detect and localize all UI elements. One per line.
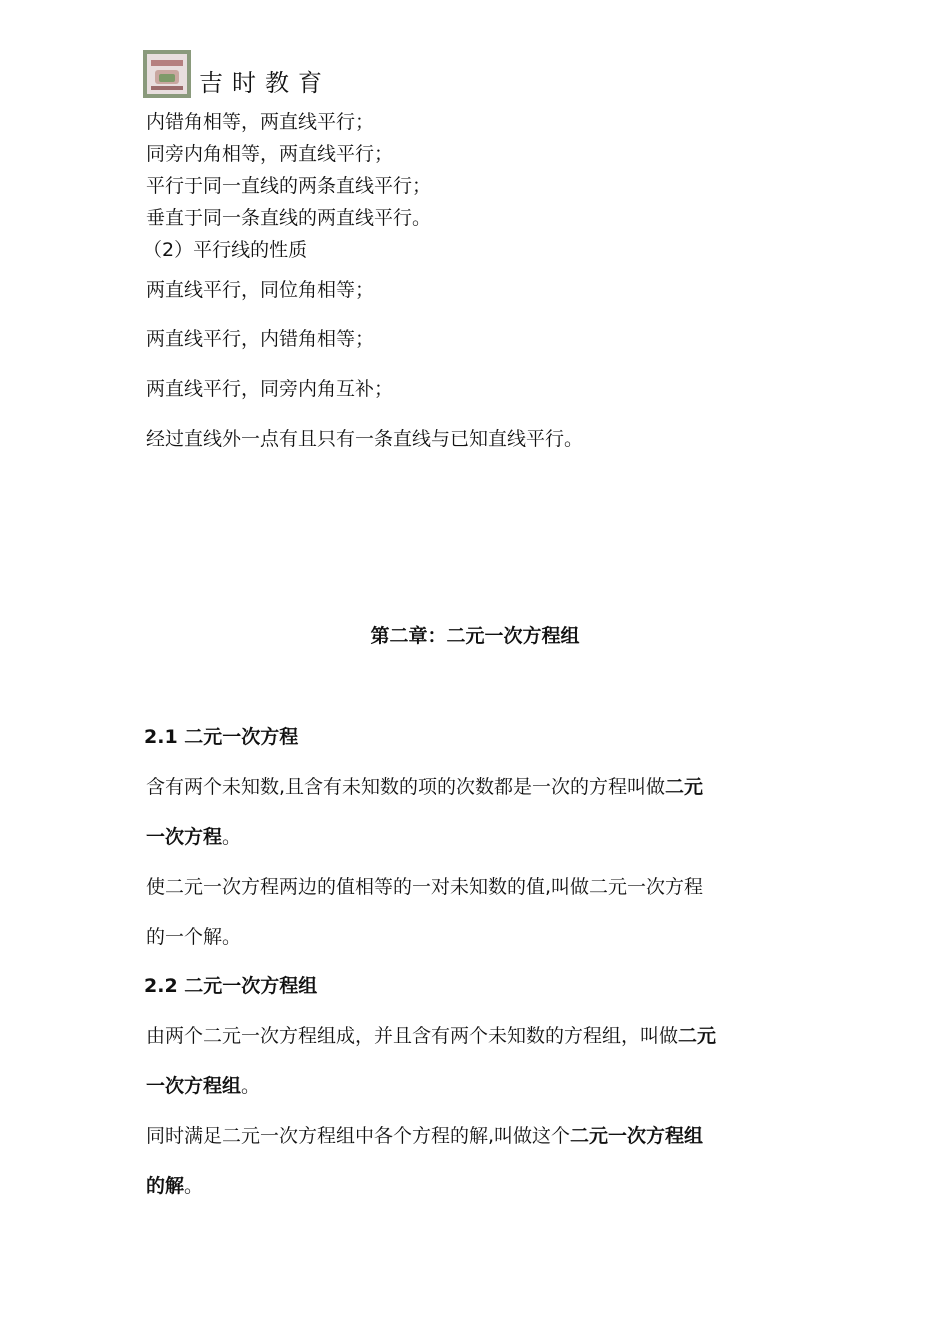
paragraph-line: 的一个解。 bbox=[146, 926, 242, 948]
paragraph-text: 由两个二元一次方程组成，并且含有两个未知数的方程组，叫做 bbox=[146, 1025, 679, 1047]
section-heading-2-1: 2.1 二元一次方程 bbox=[144, 726, 299, 748]
paragraph-text: 。 bbox=[222, 826, 242, 848]
text-line: 垂直于同一条直线的两直线平行。 bbox=[146, 207, 432, 229]
paragraph-line bbox=[146, 1023, 716, 1049]
term-bold: 二元 bbox=[665, 776, 704, 798]
text-line: 同旁内角相等，两直线平行； bbox=[146, 143, 394, 165]
paragraph-line bbox=[146, 824, 241, 850]
term-bold: 的解 bbox=[146, 1175, 185, 1197]
section-heading-2-2: 2.2 二元一次方程组 bbox=[144, 975, 318, 997]
chapter-title: 第二章：二元一次方程组 bbox=[370, 625, 580, 647]
paragraph-line bbox=[146, 1173, 203, 1199]
paragraph-text: 。 bbox=[184, 1175, 204, 1197]
text-line: 经过直线外一点有且只有一条直线与已知直线平行。 bbox=[146, 428, 584, 450]
school-emblem-logo bbox=[143, 50, 191, 98]
paragraph-line bbox=[146, 1123, 703, 1149]
paragraph-text: 。 bbox=[241, 1075, 261, 1097]
term-bold: 一次方程组 bbox=[146, 1075, 242, 1097]
text-line: 平行于同一直线的两条直线平行； bbox=[146, 175, 432, 197]
paragraph-text: 同时满足二元一次方程组中各个方程的解,叫做这个 bbox=[146, 1125, 571, 1147]
text-line: 内错角相等，两直线平行； bbox=[146, 111, 375, 133]
paragraph-line bbox=[146, 1073, 260, 1099]
paragraph-line bbox=[146, 774, 703, 800]
text-line: 两直线平行，内错角相等； bbox=[146, 328, 375, 350]
brand-name: 吉时教育 bbox=[199, 69, 331, 97]
term-bold: 二元 bbox=[678, 1025, 717, 1047]
paragraph-line: 使二元一次方程两边的值相等的一对未知数的值,叫做二元一次方程 bbox=[146, 876, 704, 898]
subsection-heading: （2）平行线的性质 bbox=[143, 239, 308, 261]
text-line: 两直线平行，同位角相等； bbox=[146, 279, 375, 301]
paragraph-text: 含有两个未知数,且含有未知数的项的次数都是一次的方程叫做 bbox=[146, 776, 666, 798]
text-line: 两直线平行，同旁内角互补； bbox=[146, 378, 394, 400]
term-bold: 一次方程 bbox=[146, 826, 223, 848]
term-bold: 二元一次方程组 bbox=[570, 1125, 704, 1147]
